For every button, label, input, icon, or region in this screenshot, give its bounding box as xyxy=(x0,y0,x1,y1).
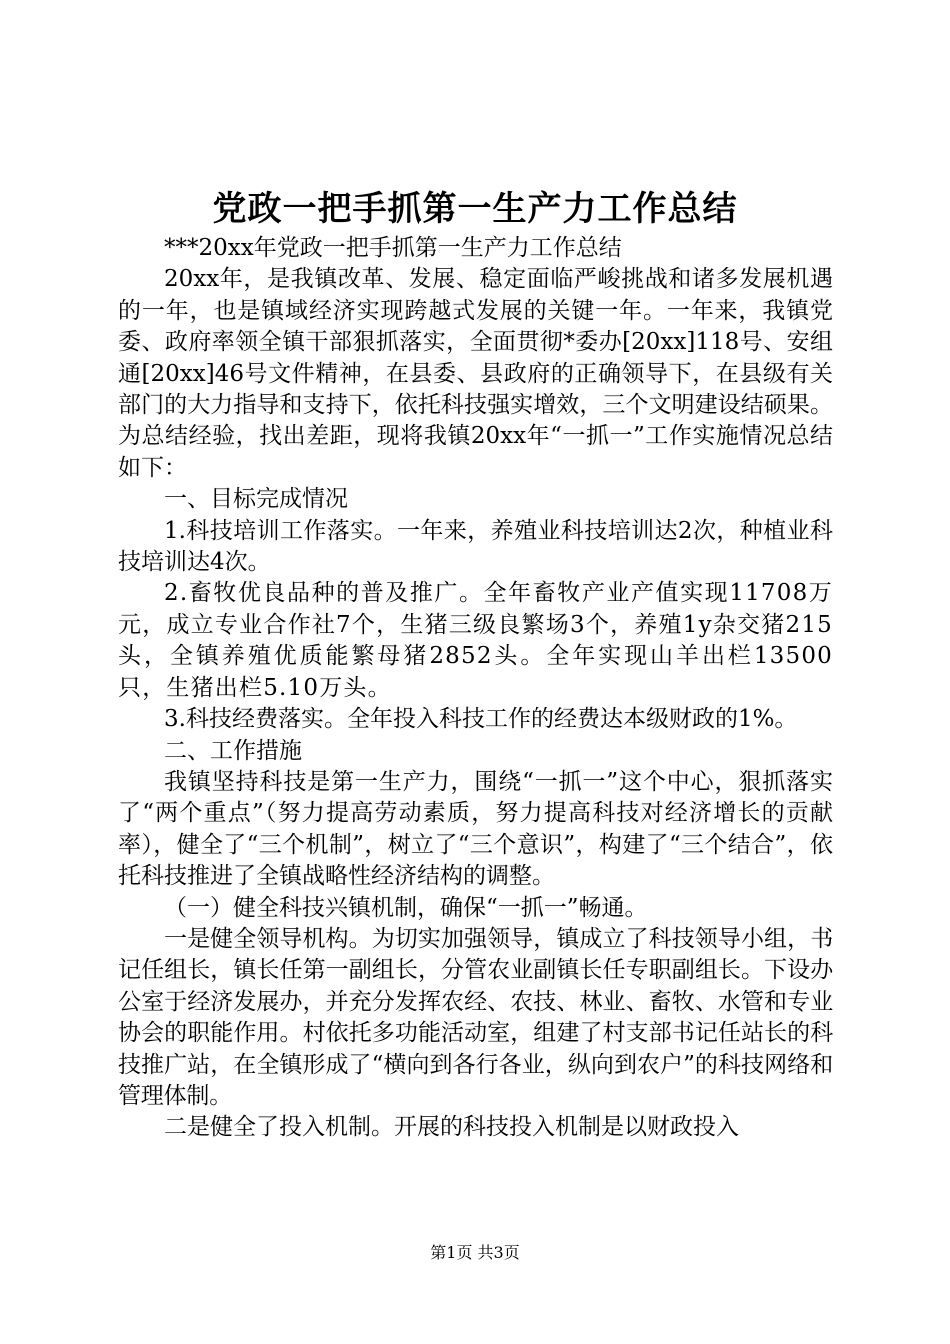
paragraph-investment: 二是健全了投入机制。开展的科技投入机制是以财政投入 xyxy=(164,1114,739,1141)
paragraph-measures: 我镇坚持科技是第一生产力，围绕“一抓一”这个中心，狠抓落实了“两个重点”（努力提高劳动素质，努力提高科技对经济增长的贡献率），健全了“三个机制”，树立了“三个意识”，构建了“三个结合”，依托科技推进了全镇战略性经济结构的调整。 xyxy=(118,768,833,890)
paragraph-leadership: 一是健全领导机构。为切实加强领导，镇成立了科技领导小组，书记任组长，镇长任第一副组长，分管农业副镇长任专职副组长。下设办公室于经济发展办，并充分发挥农经、农技、林业、畜牧、水管和专业协会的职能作用。村依托多功能活动室，组建了村支部书记任站长的科技推广站，在全镇形成了“横向到各行各业，纵向到农户”的科技网络和管理体制。 xyxy=(118,925,833,1109)
subsection-heading-1: （一）健全科技兴镇机制，确保“一抓一”畅通。 xyxy=(164,894,648,921)
paragraph-item-2: 2.畜牧优良品种的普及推广。全年畜牧产业产值实现11708万元，成立专业合作社7个，生猪三级良繁场3个，养殖1y杂交猪215头，全镇养殖优质能繁母猪2852头。全年实现山羊出栏13500只，生猪出栏5.10万头。 xyxy=(118,580,833,701)
paragraph-item-3: 3.科技经费落实。全年投入科技工作的经费达本级财政的1%。 xyxy=(164,706,798,733)
document-body xyxy=(118,233,833,1144)
paragraph-item-1: 1.科技培训工作落实。一年来，养殖业科技培训达2次，种植业科技培训达4次。 xyxy=(118,517,833,576)
page-number: 第1页 共3页 xyxy=(430,1243,520,1262)
document-title: 党政一把手抓第一生产力工作总结 xyxy=(212,189,738,229)
section-heading-measures: 二、工作措施 xyxy=(164,737,302,764)
section-heading-goals: 一、目标完成情况 xyxy=(164,486,348,513)
paragraph-intro: 20xx年，是我镇改革、发展、稳定面临严峻挑战和诸多发展机遇的一年，也是镇域经济实现跨越式发展的关键一年。一年来，我镇党委、政府率领全镇干部狠抓落实，全面贯彻*委办[20xx]118号、安组通[20xx]46号文件精神，在县委、县政府的正确领导下，在县级有关部门的大力指导和支持下，依托科技强实增效，三个文明建设结硕果。为总结经验，找出差距，现将我镇20xx年“一抓一”工作实施情况总结如下： xyxy=(118,266,833,481)
paragraph-subtitle: ***20xx年党政一把手抓第一生产力工作总结 xyxy=(164,235,622,261)
